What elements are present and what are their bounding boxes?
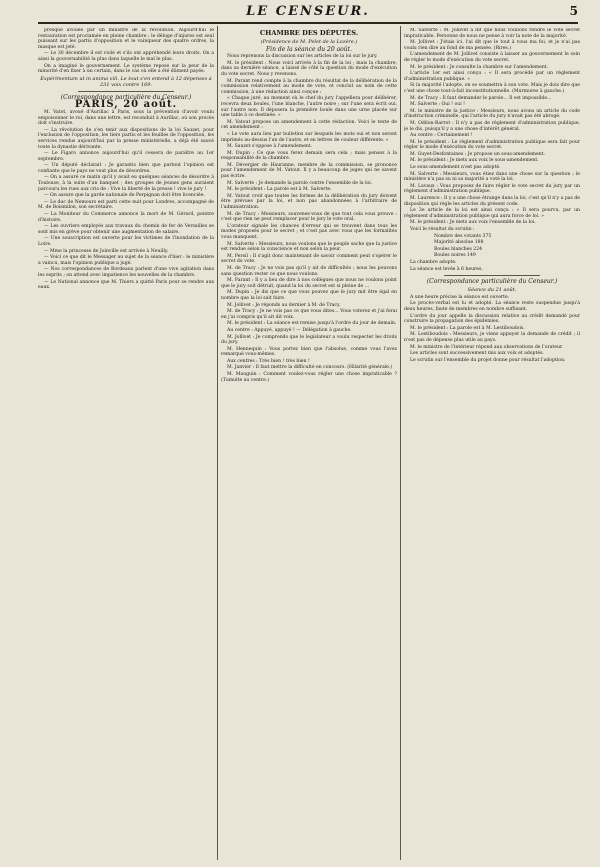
column-2 bbox=[221, 28, 397, 858]
column-rule bbox=[217, 26, 218, 860]
paragraph: L'orateur signale les chances d'erreur qui se trouvent dans tous les modes proposés pour le secret ; et c'est pas avec vous que les formalités vous manquent. bbox=[221, 223, 397, 240]
paragraph: La séance est levée à 6 heures. bbox=[410, 266, 483, 272]
paragraph: Au centre : Appuyé, appuyé ! — Délégation à gauche. bbox=[227, 327, 352, 333]
vote-value: 375 bbox=[482, 233, 492, 239]
session-title: Fin de la séance du 20 août. bbox=[266, 45, 352, 53]
paragraph: — Le National annonce que M. Thiers a quitté Paris pour se rendre aux eaux. bbox=[38, 279, 214, 291]
paragraph: M. le président : La parole est à M. Salverte. bbox=[227, 187, 332, 193]
paragraph: Au centre : Certainement ! bbox=[410, 133, 473, 139]
paragraph: Le 3e article de la loi est ainsi conçu : « Il sera pourvu, par un règlement d'administration publique qui aura force de loi. » bbox=[404, 208, 580, 219]
vote-row bbox=[404, 253, 580, 259]
paragraph: — Voici ce que dit le Messager au sujet de la séance d'hier : le ministère a vaincu, mais l'opinion publique a jugé. bbox=[38, 255, 214, 266]
column-1 bbox=[38, 28, 214, 858]
paragraph: M. Jollivet : Je comprends que le legislateur a voulu respecter les droits du jury. bbox=[221, 334, 397, 346]
masthead: LE CENSEUR. bbox=[246, 4, 370, 19]
paragraph: Nous reprenons la discussion sur les articles de la loi sur le jury. bbox=[227, 54, 378, 60]
column-3 bbox=[404, 28, 580, 858]
paragraph: M. le président : La séance est remise jusqu'à l'ordre du jour de demain. bbox=[227, 321, 397, 327]
paragraph: Le sous-amendement n'est pas adopté. bbox=[410, 165, 501, 171]
paragraph: M. le président : Nous voici arrivés à la fin de la loi ; mais la chambre, dans sa dernière séance, a laissé de côté la question du mode d'exécution du vote secret. Nous y revenons. bbox=[221, 60, 397, 77]
paragraph: — La Moniteur du Commerce annonce la mort de M. Gérard, peintre d'histoire. bbox=[38, 212, 214, 223]
section-title: CHAMBRE DES DÉPUTÉS. bbox=[259, 29, 359, 37]
paragraph: M. de Tracy : Messieurs, souvenez-vous de que tout cela vous prouve : c'est que rien ne peut remplacer pour le jury le vote oral. bbox=[221, 211, 397, 223]
paragraph: M. le président : Je mets aux voix le sous-amendement. bbox=[410, 158, 539, 164]
paragraph: M. Odilon-Barrot : Il n'y a pas de règlement d'administration publique, je le dis, puisqu'il y a une chose d'intérêt général. bbox=[404, 120, 580, 132]
paragraph: presque avouée par un ministre de la révolution. Aujourd'hui le restauration est proclamée en pleine chambre ; le déluge d'injures est seul puissant sur les partis d'opposition et le vainqueur des quatre ordres, la masque est jeté. bbox=[38, 28, 214, 50]
paragraph: M. Persil : Il s'agit donc maintenant de savoir comment peut s'opérer le secret du vote. bbox=[221, 253, 397, 265]
vote-value: 149 bbox=[467, 253, 476, 259]
vote-label: Nombre des votants bbox=[434, 233, 482, 239]
vote-value: 188 bbox=[474, 240, 484, 246]
paragraph: M. Lavaux : Vous proposez de faire régler le vote secret du jury par un règlement d'administration publique. bbox=[404, 183, 580, 195]
paragraph: M. Parant rend compte à la chambre du résultat de la délibération de la commission relativement au mode de vote, et conclut au nom de cette commission, à une rédaction ainsi conçue : bbox=[221, 78, 397, 95]
paragraph: M. Hennequin : Vous portez bien que l'absolue, comme vous l'avez remarqué vous-mêmes. bbox=[221, 346, 397, 358]
paragraph: M. Vatout propose un amendement à cette rédaction. Voici le texte de cet amendement : bbox=[221, 119, 397, 131]
page-number: 5 bbox=[569, 4, 578, 18]
vote-row bbox=[404, 234, 580, 240]
paragraph: — Nos correspondances de Bordeaux parlent d'une vive agitation dans les esprits ; on attend avec impatience les nouvelles de la chambre. bbox=[38, 267, 214, 278]
paragraph: Aux centres : Très bien ! très bien ! bbox=[227, 358, 310, 364]
presidency: (Présidence de M. Pelet de la Lozère.) bbox=[260, 38, 358, 45]
paragraph: M. Dupin : Je dis que ce que vous pouvez que le jury mit être égal en nombre que la loi sait faire. bbox=[221, 290, 397, 301]
paragraph: M. de Tracy : Je ne vois pas qu'il y ait de difficultés ; nous les pouvons sans question rester ce que nous voulons. bbox=[221, 265, 397, 277]
vote-label: Majorité absolue bbox=[434, 240, 474, 246]
paragraph: Voici le résultat du scrutin : bbox=[410, 227, 475, 232]
correspondence-label: (Correspondance particulière du Censeur.) bbox=[426, 278, 558, 286]
divider bbox=[444, 275, 540, 276]
paragraph: M. Jollivet : Je réponds au dernier à M. de Tracy. bbox=[227, 302, 341, 308]
experiment-note: Expérimentum ut in anima vili. Le tout s'en entend à 12 dépenses à 231 voix contre 169. bbox=[40, 75, 212, 88]
paragraph: M. Sauzet s'oppose à l'amendement. bbox=[227, 144, 313, 150]
paragraph: M. Salverte : Je demande la parole contre l'ensemble de la loi. bbox=[227, 180, 373, 186]
paragraph: L'ordre du jour appelle la discussion relative au crédit demandé pour construire la propagation des épidémies. bbox=[404, 313, 580, 325]
paragraph: M. de Tracy : Je ne vois pas ce que vous dites... Vous voterez et j'ai ferai en j'ai compris qu'il ait dit voix. bbox=[221, 309, 397, 320]
paragraph: M. Dupin : Ce que vous ferez demain sera cela ; mais pensez à la responsabilité de la chambre. bbox=[221, 150, 397, 162]
paragraph: M. Dévergier de Hauranne, membre de la commission, se prononce pour l'amendement de M. Vatout. Il y a beaucoup de juges qui ne savent pas écrire. bbox=[221, 162, 397, 180]
paragraph: — Les ouvriers employés aux travaux du chemin de fer de Versailles se sont mis en grève pour obtenir une augmentation de salaire. bbox=[38, 224, 214, 235]
paragraph: Les articles sont successivement mis aux voix et adoptés. bbox=[410, 351, 544, 357]
paragraph: Si la majorité l'adopte, on se soumettra à son vote. Mais je dois dire que c'est une chose tout-à-fait inconstitutionnelle. (Murmures à gauche.) bbox=[404, 83, 580, 94]
paragraph: M. Mauguin : Comment voulez-vous régler une chose impraticable ? (Tumulte au centre.) bbox=[221, 372, 397, 383]
vote-results bbox=[404, 234, 580, 259]
paragraph: — Le duc de Nemours est parti cette nuit pour Londres, accompagné de M. de Boismilon, son secrétaire. bbox=[38, 199, 214, 211]
paragraph: — Une souscription est ouverte pour les victimes de l'inondation de la Loire. bbox=[38, 236, 214, 247]
correspondence-label: (Correspondance particulière du Censeur.) bbox=[60, 93, 192, 101]
vote-label: Boules noires bbox=[434, 253, 466, 259]
paragraph: On a imaginé le gouvernement. Le système repose sur la peur de la minorité d'en fixer à un certain, dans le cas où elle a été dûment payée. bbox=[38, 63, 214, 75]
vote-row bbox=[404, 247, 580, 253]
paragraph: M. Lestiboudois : Messieurs, je viens appuyer la demande de crédit ; il n'est pas de dépense plus utile au pays. bbox=[404, 332, 580, 343]
paragraph: — On a assuré ce matin qu'il y avait eu quelques séances de désordre à Toulouse, à la suite d'un banquet ; des groupes de jeunes gens auraient parcouru les rues aux cris de : Vive la liberté de la presse ! vive le jury ! bbox=[38, 175, 214, 192]
paragraph: M. Janvier : Il faut mettre la difficulté en concours. (Hilarité générale.) bbox=[227, 365, 393, 371]
paragraph: — Mme la princesse de Joinville est arrivée à Neuilly. bbox=[44, 248, 169, 254]
paragraph: M. Guyet-Desfontaines : Je propose un sous-amendement. bbox=[410, 151, 546, 157]
paragraph: M. le président : Le règlement d'administration publique sera fait pour régler le mode d'exécution du vote secret. bbox=[404, 139, 580, 151]
paragraph: M. Laurence : Il y a une chose étrange dans la loi, c'est qu'il n'y a pas de disposition qui règle les articles du présent code. bbox=[404, 196, 580, 207]
session-date: Séance du 21 août. bbox=[467, 286, 517, 293]
paragraph: M. Salverte : Oui ! oui ! bbox=[410, 102, 465, 108]
paragraph: M. le président : Je mets aux voix l'ensemble de la loi. bbox=[410, 220, 536, 226]
paragraph: M. Parant : Il y a lieu de dire à nos collègues que nous ne voulons point que le jury soit détruit, quand la loi du secret est si pleine de ... bbox=[221, 278, 397, 289]
paragraph: M. Salverte : M. Jollivet a dit que nous voulions rendre le vote secret impraticable. Personne de nous ne pense à voir la note de la majorité. bbox=[404, 28, 580, 39]
page-header bbox=[38, 4, 578, 24]
paragraph: M. le président : La parole est à M. Lestiboudois. bbox=[410, 325, 525, 331]
paragraph: — Le 30 décembre il est violé et s'ils ont appréhendé leurs droits. On a ainsi la gouvernabilité la plus dans laquelle le mal le plus. bbox=[38, 51, 214, 62]
paragraph: — Le Figaro annonce aujourd'hui qu'il cessera de paraître au 1er septembre. bbox=[38, 151, 214, 162]
paragraph: Le scrutin sur l'ensemble du projet donne pour résultat l'adoption. bbox=[410, 357, 566, 363]
paragraph: M. le président : Je consulte la chambre sur l'amendement. bbox=[410, 64, 549, 70]
paragraph: M. Salverte : Messieurs, nous voulons que le peuple sache que la justice est rendue selon la conscience et non selon la peur. bbox=[221, 241, 397, 253]
paragraph: M. Salverte : Messieurs, vous étiez dans une chose sur la question ; le ministère n'a pas su ni sa majorité a voté la loi. bbox=[404, 171, 580, 183]
paragraph: L'amendement de M. Jollivet consiste à laisser au gouvernement le soin de régler le mode d'exécution du vote secret. bbox=[404, 52, 580, 63]
paragraph: M. Vatout croit que toutes les formes de la délibération du jury doivent être prévues par la loi, et non pas abandonnées à l'arbitraire de l'administration. bbox=[221, 193, 397, 211]
paragraph: — La révolution de s'en tenir aux dispositions de la loi Sauzet, pour l'exclusion de l'opposition, les tiers partis et les feuilles de l'opposition, les services rendus aujourd'hui par la presse ministérielle, a déjà été sauvé toute la dynastie dérivante. bbox=[38, 127, 214, 150]
divider bbox=[78, 91, 174, 92]
vote-value: 224 bbox=[473, 246, 483, 252]
paragraph: M. le ministre de la justice : Messieurs, nous avons un article du code d'instruction criminelle, qui l'article du jury n'avait pas été abrogé. bbox=[404, 108, 580, 120]
vote-row bbox=[404, 240, 580, 246]
paragraph: L'article 1er est ainsi conçu : « Il sera procédé par un règlement d'administration publique. » bbox=[404, 71, 580, 82]
paragraph: A une heure précise la séance est ouverte. bbox=[410, 294, 510, 300]
paragraph: — On assure que la garde nationale de Perpignan doit être licenciée. bbox=[44, 193, 205, 199]
paragraph: « Chaque juré, au moment où le chef du jury l'appellera pour délibérer, recevra deux boules, l'une blanche, l'autre noire ; sur l'une sera écrit oui, sur l'autre non. Il déposera la première boule dans une urne placée sur une table à ce destinée. » bbox=[221, 96, 397, 119]
paragraph: M. Jollivet : J'étais ici, l'ai dit que le tout à vous ma foi, et je n'ai pas voulu rien dire au fond de ma pensée. (Rires.) bbox=[404, 40, 580, 51]
dateline: PARIS, 20 août. bbox=[74, 99, 178, 111]
paragraph: M. Vatot, avoué d'Aurillac à Paris, sous la prévention d'avoir voulu empoisonner le roi, dans une lettre, est reconduit à Aurillac, où son procès doit s'instruire. bbox=[38, 109, 214, 127]
paragraph: « Le vote aura lieu par bulletins sur lesquels les mots oui et non seront imprimés au-dessus l'un de l'autre, et en lettres de couleur différente. » bbox=[221, 131, 397, 143]
vote-label: Boules blanches bbox=[434, 246, 472, 252]
column-rule bbox=[400, 26, 401, 860]
paragraph: — Un député déclarait : Je garantis bien que partout l'opinion est confiante que le pays ne veut plus de désordres. bbox=[38, 163, 214, 174]
paragraph: Le procès-verbal est lu et adopté. La séance reste suspendue jusqu'à deux heures, faute de membres en nombre suffisant. bbox=[404, 301, 580, 312]
paragraph: La chambre adopte. bbox=[410, 259, 457, 265]
paragraph: M. le ministre de l'intérieur répond aux observations de l'orateur. bbox=[410, 344, 564, 350]
paragraph: M. de Tracy : Il faut demander le parole... Il est impossible... bbox=[410, 95, 552, 101]
